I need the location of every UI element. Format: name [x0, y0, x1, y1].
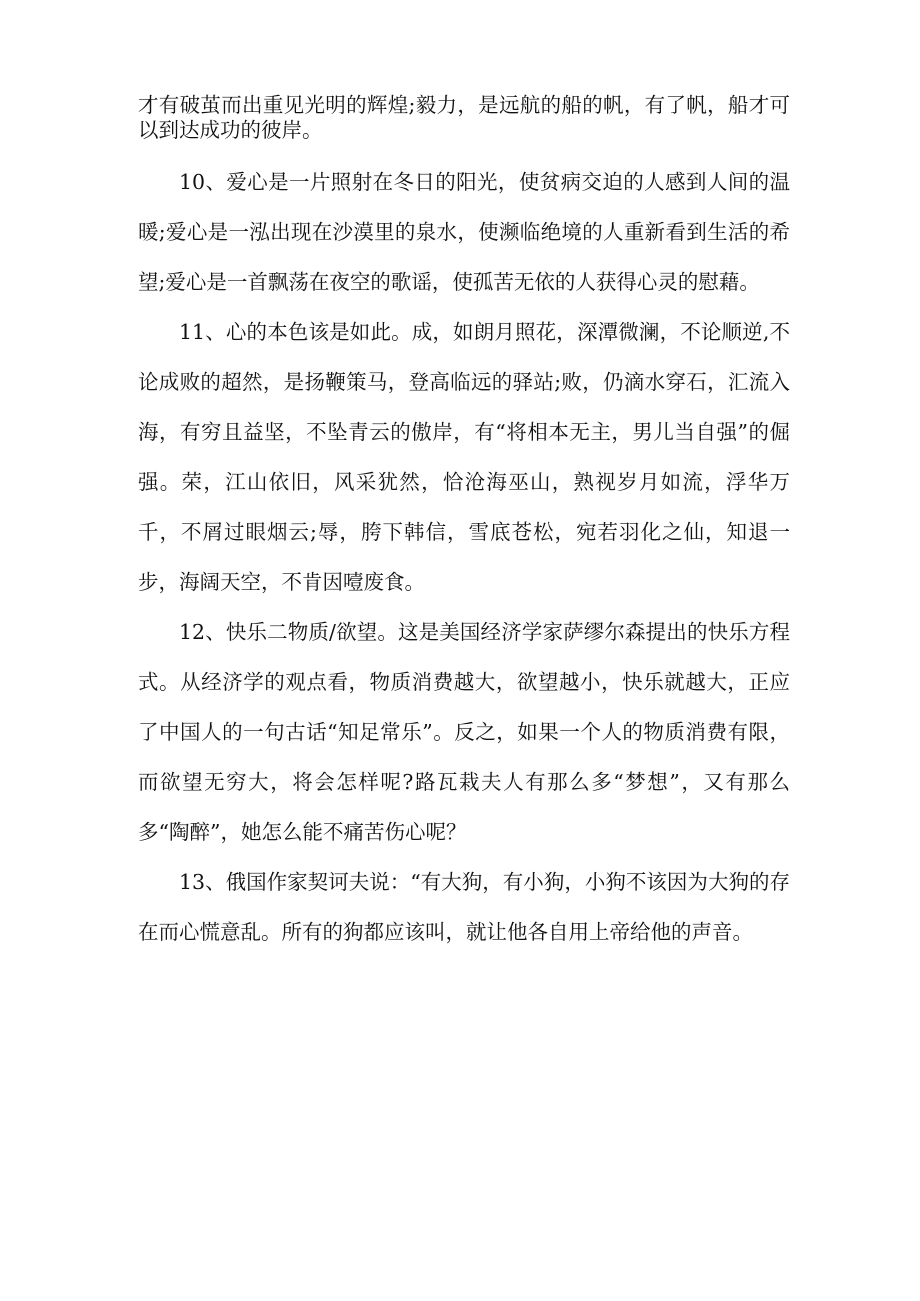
paragraph-item-13: 13、俄国作家契诃夫说：“有大狗，有小狗，小狗不该因为大狗的存在而心慌意乱。所有的狗都应该叫，就让他各自用上帝给他的声音。	[138, 870, 790, 944]
document-body	[138, 90, 790, 957]
paragraph-item-12: 12、快乐二物质/欲望。这是美国经济学家萨缪尔森提出的快乐方程式。从经济学的观点看，物质消费越大，欲望越小，快乐就越大，正应了中国人的一句古话“知足常乐”。反之，如果一个人的物质消费有限，而欲望无穷大，将会怎样呢?路瓦栽夫人有那么多“梦想”，又有那么多“陶醉”，她怎么能不痛苦伤心呢？	[138, 620, 790, 844]
paragraph-continuation: 才有破茧而出重见光明的辉煌;毅力，是远航的船的帆，有了帆，船才可以到达成功的彼岸。	[138, 93, 790, 142]
paragraph-item-10: 10、爱心是一片照射在冬日的阳光，使贫病交迫的人感到人间的温暖;爱心是一泓出现在沙漠里的泉水，使濒临绝境的人重新看到生活的希望;爱心是一首飘荡在夜空的歌谣，使孤苦无依的人获得心灵的慰藉。	[138, 170, 790, 294]
paragraph-item-11: 11、心的本色该是如此。成，如朗月照花，深潭微澜，不论顺逆,不论成败的超然，是扬鞭策马，登高临远的驿站;败，仍滴水穿石，汇流入海，有穷且益坚，不坠青云的傲岸，有“将相本无主，男儿当自强”的倔强。荣，江山依旧，风采犹然，恰沧海巫山，熟视岁月如流，浮华万千，不屑过眼烟云;辱，胯下韩信，雪底苍松，宛若羽化之仙，知退一步，海阔天空，不肯因噎废食。	[138, 320, 790, 594]
